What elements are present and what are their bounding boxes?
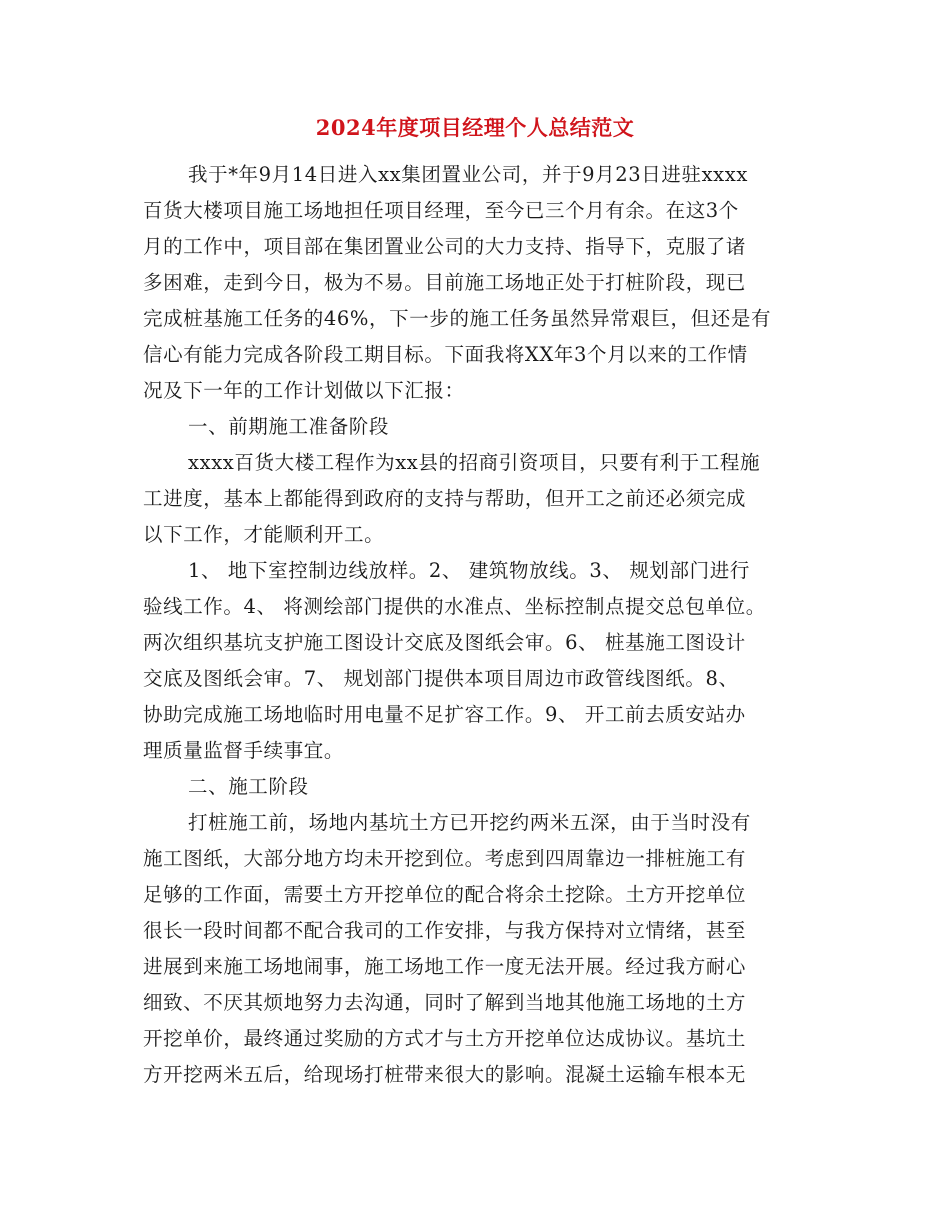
paragraph-line: xxxx百货大楼工程作为xx县的招商引资项目，只要有利于工程施 bbox=[188, 451, 761, 474]
paragraph-line: 以下工作，才能顺利开工。 bbox=[143, 523, 385, 546]
paragraph-line: 验线工作。4、 将测绘部门提供的水准点、坐标控制点提交总包单位。 bbox=[143, 595, 766, 618]
paragraph-line: 信心有能力完成各阶段工期目标。下面我将XX年3个月以来的工作情 bbox=[143, 343, 748, 366]
paragraph-line: 工进度，基本上都能得到政府的支持与帮助，但开工之前还必须完成 bbox=[143, 487, 747, 510]
paragraph-line: 足够的工作面，需要土方开挖单位的配合将余土挖除。土方开挖单位 bbox=[143, 883, 747, 906]
paragraph-line: 况及下一年的工作计划做以下汇报： bbox=[143, 379, 465, 402]
paragraph-line: 细致、不厌其烦地努力去沟通，同时了解到当地其他施工场地的土方 bbox=[143, 991, 747, 1014]
paragraph-line: 很长一段时间都不配合我司的工作安排，与我方保持对立情绪，甚至 bbox=[143, 919, 747, 942]
paragraph-line: 方开挖两米五后，给现场打桩带来很大的影响。混凝土运输车根本无 bbox=[143, 1063, 747, 1086]
paragraph-line: 多困难，走到今日，极为不易。目前施工场地正处于打桩阶段，现已 bbox=[143, 271, 747, 294]
paragraph-line: 交底及图纸会审。7、 规划部门提供本项目周边市政管线图纸。8、 bbox=[143, 667, 739, 690]
paragraph-line: 理质量监督手续事宜。 bbox=[143, 739, 345, 762]
paragraph-line: 协助完成施工场地临时用电量不足扩容工作。9、 开工前去质安站办 bbox=[143, 703, 746, 726]
paragraph-line: 完成桩基施工任务的46%，下一步的施工任务虽然异常艰巨，但还是有 bbox=[143, 307, 772, 330]
paragraph-line: 百货大楼项目施工场地担任项目经理，至今已三个月有余。在这3个 bbox=[143, 199, 739, 222]
paragraph-line: 月的工作中，项目部在集团置业公司的大力支持、指导下，克服了诸 bbox=[143, 235, 747, 258]
document-title: 2024年度项目经理个人总结范文 bbox=[315, 115, 635, 140]
paragraph-line: 开挖单价，最终通过奖励的方式才与土方开挖单位达成协议。基坑土 bbox=[143, 1027, 747, 1050]
paragraph-line: 施工图纸，大部分地方均未开挖到位。考虑到四周靠边一排桩施工有 bbox=[143, 847, 747, 870]
section-heading: 二、施工阶段 bbox=[188, 775, 309, 798]
paragraph-line: 进展到来施工场地闹事，施工场地工作一度无法开展。经过我方耐心 bbox=[143, 955, 747, 978]
paragraph-line: 两次组织基坑支护施工图设计交底及图纸会审。6、 桩基施工图设计 bbox=[143, 631, 746, 654]
paragraph-line: 我于*年9月14日进入xx集团置业公司，并于9月23日进驻xxxx bbox=[188, 163, 748, 186]
paragraph-line: 1、 地下室控制边线放样。2、 建筑物放线。3、 规划部门进行 bbox=[188, 559, 750, 582]
paragraph-line: 打桩施工前，场地内基坑土方已开挖约两米五深，由于当时没有 bbox=[188, 811, 751, 834]
section-heading: 一、前期施工准备阶段 bbox=[188, 415, 390, 438]
